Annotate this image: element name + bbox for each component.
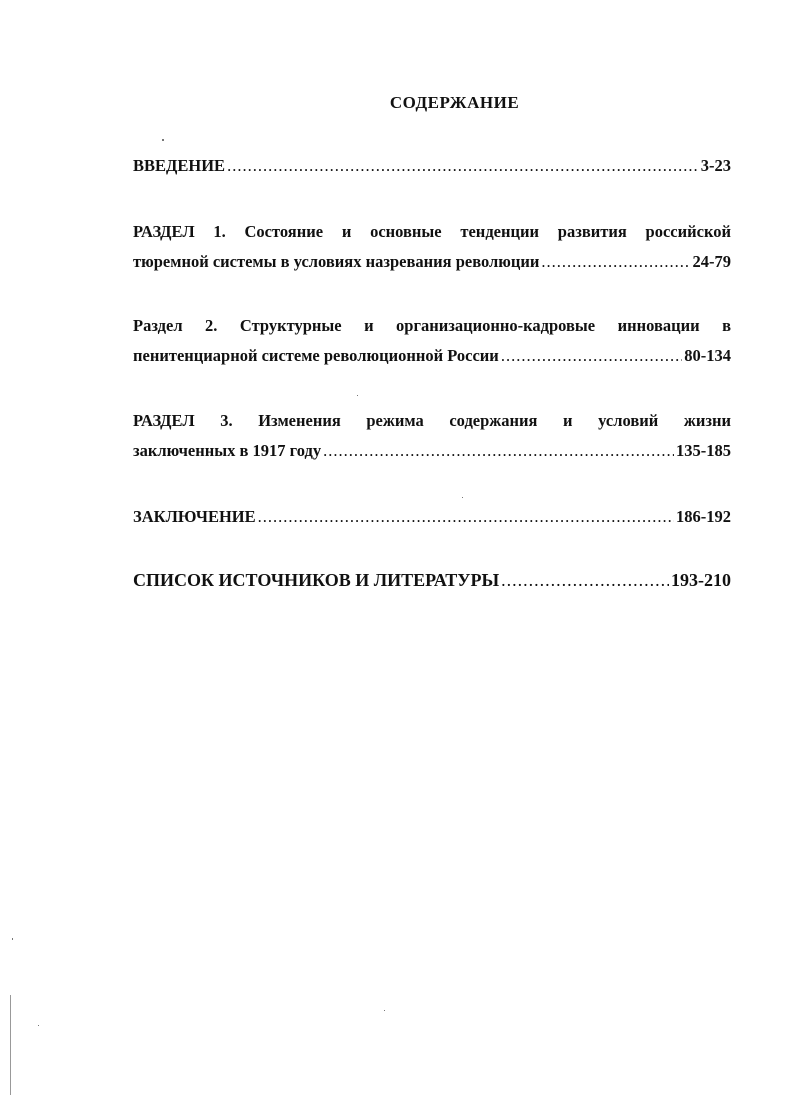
- toc-entry-heading: РАЗДЕЛ 3. Изменения режима содержания и условий жизни: [133, 411, 731, 430]
- toc-leader-dots: [227, 156, 699, 176]
- toc-entry-introduction: [133, 156, 731, 176]
- toc-entry-heading: РАЗДЕЛ 1. Состояние и основные тенденции развития российской: [133, 222, 731, 241]
- scan-edge-line: [10, 995, 11, 1095]
- toc-entry-heading: Раздел 2. Структурные и организационно-кадровые инновации в: [133, 316, 731, 335]
- toc-entry-label: СПИСОК ИСТОЧНИКОВ И ЛИТЕРАТУРЫ: [133, 570, 500, 590]
- toc-line: [133, 156, 731, 176]
- scan-speck: [12, 938, 13, 940]
- toc-line: [133, 252, 731, 272]
- toc-entry-section-2: [133, 316, 731, 366]
- toc-entry-section-1: [133, 222, 731, 272]
- page-title: СОДЕРЖАНИЕ: [389, 93, 520, 112]
- toc-entry-label: ЗАКЛЮЧЕНИЕ: [133, 507, 256, 526]
- toc-entry-pages: 186-192: [676, 507, 731, 526]
- toc-entry-pages: 3-23: [700, 156, 731, 175]
- toc-leader-dots: [501, 346, 682, 366]
- toc-entry-section-3: [133, 411, 731, 461]
- toc-leader-dots: [258, 507, 674, 527]
- toc-line: [133, 346, 731, 366]
- toc-entry-label: тюремной системы в условиях назревания революции: [133, 252, 540, 271]
- toc-entry-pages: 135-185: [676, 441, 731, 460]
- scan-speck: [384, 1010, 385, 1011]
- toc-line: [133, 570, 731, 590]
- scan-speck: [162, 139, 164, 141]
- toc-entry-pages: 193-210: [671, 570, 731, 590]
- toc-entry-label: ВВЕДЕНИЕ: [133, 156, 226, 175]
- toc-entry-label: заключенных в 1917 году: [133, 441, 322, 460]
- toc-entry-conclusion: [133, 507, 731, 527]
- toc-leader-dots: [541, 252, 690, 272]
- scan-speck: [462, 497, 463, 498]
- toc-entry-pages: 80-134: [684, 346, 731, 365]
- toc-entry-label: пенитенциарной системе революционной России: [133, 346, 499, 365]
- scan-speck: [357, 395, 358, 396]
- toc-line: [133, 507, 731, 527]
- toc-leader-dots: [501, 570, 669, 590]
- toc-line: [133, 441, 731, 461]
- toc-entry-bibliography: [133, 570, 731, 590]
- toc-leader-dots: [323, 441, 674, 461]
- scan-speck: [38, 1025, 39, 1026]
- toc-entry-pages: 24-79: [692, 252, 731, 271]
